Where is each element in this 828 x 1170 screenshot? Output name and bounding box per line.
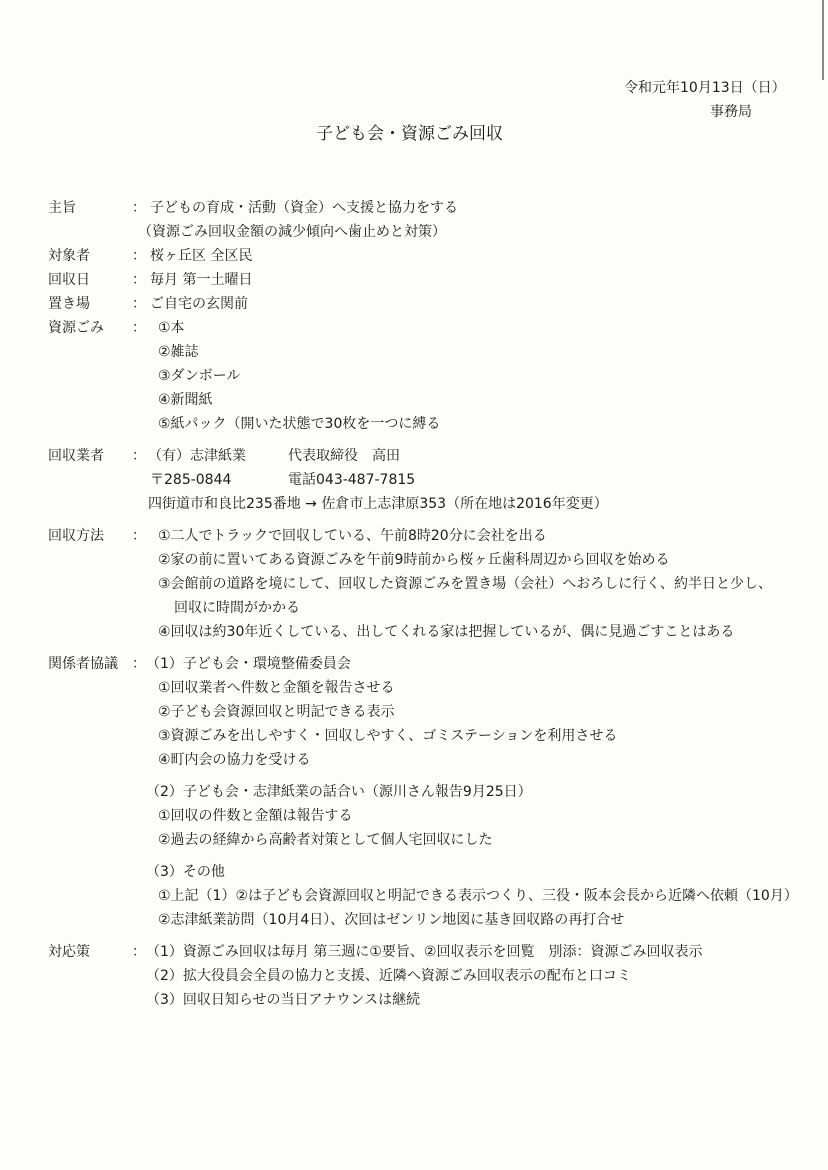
colon: ： [132,200,146,216]
phone-number: 電話043-487-7815 [288,472,416,488]
list-item: ④町内会の協力を受ける [158,752,311,768]
label-shushi: 主旨 [48,200,76,216]
company-address: 四街道市和良比235番地 → 佐倉市上志津原353（所在地は2016年変更） [148,496,608,512]
colon: ： [132,656,146,672]
list-item: （3）回収日知らせの当日アナウンスは継続 [146,992,421,1008]
section-heading: （3）その他 [146,864,225,880]
label-taishosha: 対象者 [48,248,90,264]
shushi-line-1: 子どもの育成・活動（資金）へ支援と協力をする [150,200,458,216]
colon: ： [132,248,146,264]
label-taiosaku: 対応策 [48,944,90,960]
label-shigengomi: 資源ごみ [48,320,104,336]
list-item: （1）資源ごみ回収は毎月 第三週に①要旨、②回収表示を回覧 別添：資源ごみ回収表示 [146,944,703,960]
list-item: ②過去の経緯から高齢者対策として個人宅回収にした [158,832,493,848]
list-item: ②子ども会資源回収と明記できる表示 [158,704,395,720]
list-item: ①二人でトラックで回収している、午前8時20分に会社を出る [158,528,547,544]
label-okiba: 置き場 [48,296,90,312]
scan-edge-line [822,0,824,80]
list-item: ④回収は約30年近くしている、出してくれる家は把握しているが、偶に見過ごすことはある [158,624,735,640]
colon: ： [132,944,146,960]
shushi-line-2: （資源ごみ回収金額の減少傾向へ歯止めと対策） [138,224,446,240]
list-item: ①本 [158,320,185,336]
list-item: ⑤紙パック（開いた状態で30枚を一つに縛る [158,416,441,432]
postal-code: 〒285-0844 [150,472,232,488]
list-item: ③ダンボール [158,368,241,384]
list-item: ②雑誌 [158,344,199,360]
document-date: 令和元年10月13日（日） [624,80,786,96]
label-hoho: 回収方法 [48,528,104,544]
label-gyosha: 回収業者 [48,448,104,464]
colon: ： [132,272,146,288]
colon: ： [132,296,146,312]
list-item: ③会館前の道路を境にして、回収した資源ごみを置き場（会社）へおろしに行く、約半日と少し、 [158,576,772,592]
kaishubi-value: 毎月 第一土曜日 [150,272,253,288]
section-heading: （2）子ども会・志津紙業の話合い（源川さん報告9月25日） [146,784,532,800]
section-heading: （1）子ども会・環境整備委員会 [146,656,351,672]
colon: ： [132,448,146,464]
list-item-continuation: 回収に時間がかかる [174,600,300,616]
list-item: ④新聞紙 [158,392,213,408]
company-name: （有）志津紙業 [148,448,246,464]
page-title: 子ども会・資源ごみ回収 [316,124,503,144]
list-item: ③資源ごみを出しやすく・回収しやすく、ゴミステーションを利用させる [158,728,618,744]
issuer-office: 事務局 [710,104,752,120]
list-item: （2）拡大役員会全員の協力と支援、近隣へ資源ごみ回収表示の配布と口コミ [146,968,631,984]
colon: ： [132,528,146,544]
label-kaishubi: 回収日 [48,272,90,288]
company-representative: 代表取締役 高田 [288,448,400,464]
list-item: ②家の前に置いてある資源ごみを午前9時前から桜ヶ丘歯科周辺から回収を始める [158,552,670,568]
list-item: ①回収の件数と金額は報告する [158,808,353,824]
taishosha-value: 桜ヶ丘区 全区民 [150,248,253,264]
list-item: ②志津紙業訪問（10月4日）、次回はゼンリン地図に基き回収路の再打合せ [158,912,625,928]
label-kyogi: 関係者協議 [48,656,118,672]
okiba-value: ご自宅の玄関前 [150,296,248,312]
list-item: ①上記（1）②は子ども会資源回収と明記できる表示つくり、三役・阪本会長から近隣へ依頼（10月） [158,888,798,904]
list-item: ①回収業者へ件数と金額を報告させる [158,680,395,696]
colon: ： [132,320,146,336]
